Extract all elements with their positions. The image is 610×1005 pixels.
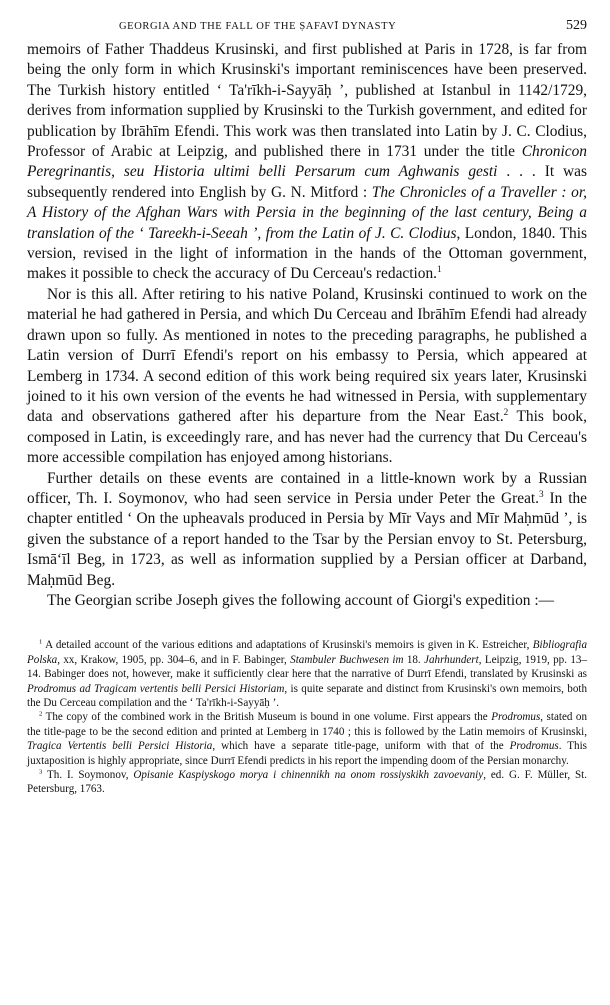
footnote-3: $^3$ Th. I. Soymonov, Opisanie Kaspiyskogo morya i chinennikh na onom rossiyskikh zavoevaniy, ed. G. F. Müller, St. Petersburg, 1763. (27, 768, 587, 796)
main-text (27, 40, 587, 611)
paragraph: memoirs of Father Thaddeus Krusinski, and first published at Paris in 1728, is far from being the only form in which Krusinski's important reminiscences have been preserved. The Turkish history entitled ‘ Ta'rīkh-i-Sayyāḥ ’, published at Istanbul in 1142/1729, derives from information supplied by Krusinski to the Turkish government, and edited for publication by Ibrāhīm Efendi. This work was then translated into Latin by J. C. Clodius, Professor of Arabic at Leipzig, and published there in 1731 under the title Chronicon Peregrinantis, seu Historia ultimi belli Persarum cum Aghwanis gesti . . . It was subsequently rendered into English by G. N. Mitford : The Chronicles of a Traveller : or, A History of the Afghan Wars with Persia in the beginning of the last century, Being a translation of the ‘ Tareekh-i-Seeah ’, from the Latin of J. C. Clodius, London, 1840. This version, revised in the light of information in the hands of the Ottoman government, makes it possible to check the accuracy of Du Cerceau's redaction.$^1$ (27, 41, 588, 283)
footnote-1: $^1$ A detailed account of the various editions and adaptations of Krusinski's memoirs is given in K. Estreicher, Bibliografia Polska, xx, Krakow, 1905, pp. 304–6, and in F. Babinger, Stambuler Buchwesen im 18. Jahrhundert, Leipzig, 1919, pp. 13–14. Babinger does not, however, make it sufficiently clear here that the narrative of Durrī Efendi, translated by Krusinski as Prodromus ad Tragicam vertentis belli Persici Historiam, is quite separate and distinct from Krusinski's own memoirs, both the Du Cerceau compilation and the ‘ Ta'rīkh-i-Sayyāḥ ’. (27, 638, 587, 709)
paragraph: Further details on these events are contained in a little-known work by a Russian officer, Th. I. Soymonov, who had seen service in Persia under Peter the Great.$^3$ In the chapter entitled ‘ On the upheavals produced in Persia by Mīr Vays and Mīr Maḥmūd ’, is given the substance of a report handed to the Tsar by the Persian envoy to St. Petersburg, Ismā‘īl Beg, in 1723, as well as information supplied by a Persian officer at Darband, Maḥmūd Beg. (27, 469, 587, 589)
footnotes (27, 638, 587, 796)
paragraph: The Georgian scribe Joseph gives the following account of Giorgi's expedition :— (47, 591, 554, 609)
running-header (27, 18, 587, 40)
page (27, 18, 587, 797)
paragraph: Nor is this all. After retiring to his native Poland, Krusinski continued to work on the material he had gathered in Persia, and which Du Cerceau and Ibrāhīm Efendi had already drawn upon so fully. As mentioned in notes to the preceding paragraphs, he published a Latin version of Durrī Efendi's report on his embassy to Persia, which appeared at Lemberg in 1734. A second edition of this work being required six years later, Krusinski joined to it his own version of the events he had witnessed in Persia, with supplementary data and observations gathered after his departure from the Near East.$^2$ This book, composed in Latin, is exceedingly rare, and has never had the currency that Du Cerceau's more accessible compilation has enjoyed among historians. (27, 285, 587, 467)
footnote-2: $^2$ The copy of the combined work in the British Museum is bound in one volume. First appears the Prodromus, stated on the title-page to be the second edition and printed at Lemberg in 1740 ; this is followed by the Latin memoirs of Krusinski, Tragica Vertentis belli Persici Historia, which have a separate title-page, uniform with that of the Prodromus. This juxtaposition is highly appropriate, since Durrī Efendi predicts in his report the impending doom of the Persian monarchy. (27, 710, 587, 767)
page-number: 529 (566, 18, 587, 33)
running-title: GEORGIA AND THE FALL OF THE ṢAFAVĪ DYNASTY (119, 21, 397, 32)
